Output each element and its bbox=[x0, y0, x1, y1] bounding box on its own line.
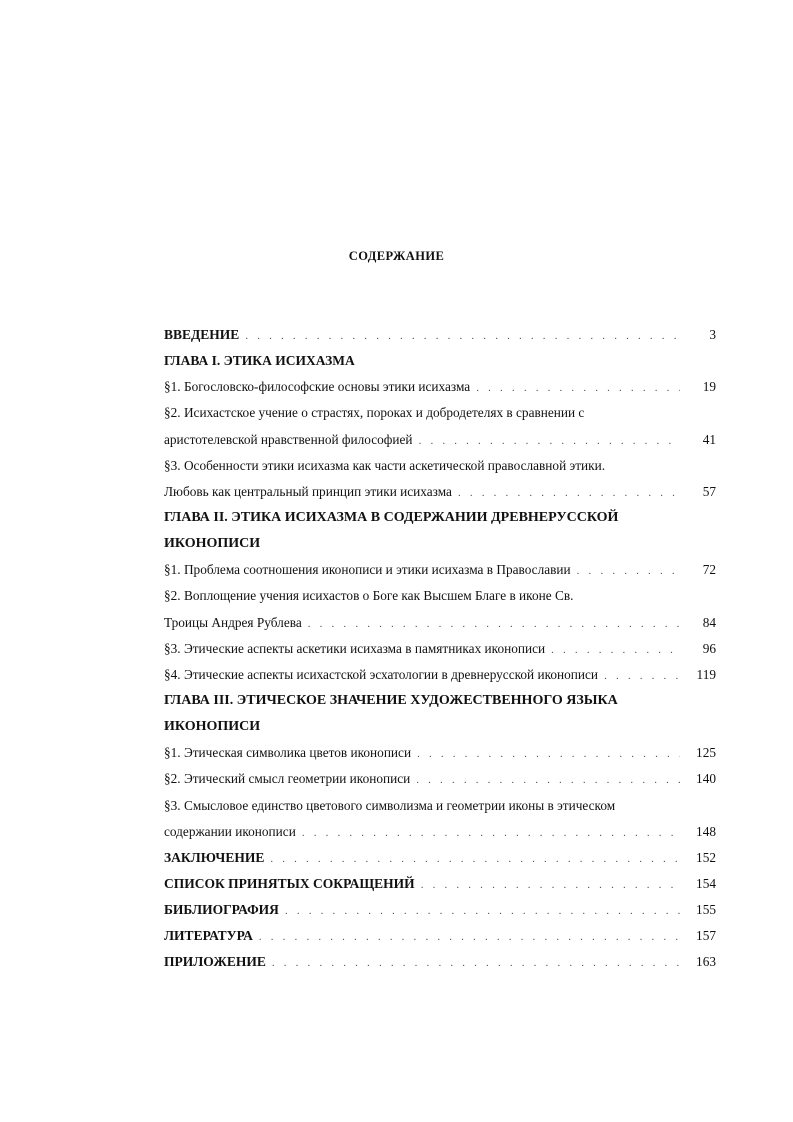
toc-entry-ch2-s4[interactable] bbox=[164, 662, 716, 688]
toc-entry-text: СПИСОК ПРИНЯТЫХ СОКРАЩЕНИЙ bbox=[164, 876, 415, 892]
toc-entry-text: содержании иконописи bbox=[164, 823, 296, 839]
dot-leader bbox=[458, 487, 680, 499]
dot-leader bbox=[421, 879, 680, 891]
toc-entry-bibliography[interactable] bbox=[164, 897, 716, 923]
toc-entry-introduction[interactable] bbox=[164, 322, 716, 348]
dot-leader bbox=[551, 644, 680, 656]
dot-leader bbox=[604, 670, 680, 682]
toc-page-number: 163 bbox=[696, 954, 716, 970]
toc-page-number: 96 bbox=[702, 640, 716, 656]
toc-entry-ch3-s2[interactable] bbox=[164, 766, 716, 792]
toc-entry-text: ПРИЛОЖЕНИЕ bbox=[164, 954, 266, 970]
toc-page-number: 84 bbox=[702, 614, 716, 630]
dot-leader bbox=[285, 905, 680, 917]
toc-entry-text: §3. Этические аспекты аскетики исихазма в памятниках иконописи bbox=[164, 640, 546, 656]
toc-entry-text: БИБЛИОГРАФИЯ bbox=[164, 902, 279, 918]
table-of-contents bbox=[164, 322, 716, 976]
toc-chapter-2-heading-line2[interactable] bbox=[164, 531, 716, 557]
toc-entry-ch1-s3-line1[interactable] bbox=[164, 453, 716, 479]
dot-leader bbox=[419, 435, 680, 447]
toc-page-number: 3 bbox=[709, 327, 716, 343]
toc-chapter-2-heading-line1[interactable] bbox=[164, 505, 716, 531]
toc-entry-literature[interactable] bbox=[164, 923, 716, 949]
toc-entry-text: аристотелевской нравственной философией bbox=[164, 431, 413, 447]
toc-page-number: 41 bbox=[702, 431, 716, 447]
toc-entry-text: §1. Богословско-философские основы этики исихазма bbox=[164, 379, 471, 395]
toc-entry-text: Любовь как центральный принцип этики исихазма bbox=[164, 483, 452, 499]
dot-leader bbox=[417, 748, 680, 760]
toc-page-number: 155 bbox=[696, 902, 716, 918]
toc-chapter-3-heading-line2[interactable] bbox=[164, 714, 716, 740]
toc-page-number: 19 bbox=[702, 379, 716, 395]
toc-entry-ch2-s3[interactable] bbox=[164, 636, 716, 662]
toc-page-number: 154 bbox=[696, 876, 716, 892]
toc-chapter-1-heading[interactable] bbox=[164, 348, 716, 374]
toc-entry-text: ИКОНОПИСИ bbox=[164, 719, 261, 735]
toc-chapter-3-heading-line1[interactable] bbox=[164, 688, 716, 714]
toc-entry-text: §2. Этический смысл геометрии иконописи bbox=[164, 771, 411, 787]
toc-entry-text: §1. Проблема соотношения иконописи и этики исихазма в Православии bbox=[164, 562, 571, 578]
toc-page-number: 72 bbox=[702, 562, 716, 578]
toc-page-number: 119 bbox=[696, 666, 716, 682]
dot-leader bbox=[308, 618, 680, 630]
dot-leader bbox=[416, 774, 680, 786]
toc-entry-text: §2. Исихастское учение о страстях, пороках и добродетелях в сравнении с bbox=[164, 405, 585, 421]
toc-page-number: 152 bbox=[696, 849, 716, 865]
toc-entry-ch3-s3-line1[interactable] bbox=[164, 793, 716, 819]
toc-entry-text: §2. Воплощение учения исихастов о Боге как Высшем Благе в иконе Св. bbox=[164, 588, 574, 604]
toc-entry-conclusion[interactable] bbox=[164, 845, 716, 871]
toc-entry-text: ВВЕДЕНИЕ bbox=[164, 327, 240, 343]
toc-page-number: 148 bbox=[696, 823, 716, 839]
toc-entry-text: Троицы Андрея Рублева bbox=[164, 614, 302, 630]
dot-leader bbox=[270, 853, 680, 865]
toc-entry-ch1-s1[interactable] bbox=[164, 374, 716, 400]
toc-entry-ch2-s1[interactable] bbox=[164, 557, 716, 583]
page-title: СОДЕРЖАНИЕ bbox=[348, 249, 445, 263]
toc-entry-ch1-s2-line1[interactable] bbox=[164, 400, 716, 426]
dot-leader bbox=[272, 957, 680, 969]
toc-entry-ch1-s2-line2[interactable] bbox=[164, 427, 716, 453]
toc-entry-text: ИКОНОПИСИ bbox=[164, 536, 261, 552]
toc-entry-ch3-s3-line2[interactable] bbox=[164, 819, 716, 845]
toc-entry-abbreviations[interactable] bbox=[164, 871, 716, 897]
toc-entry-ch1-s3-line2[interactable] bbox=[164, 479, 716, 505]
toc-entry-appendix[interactable] bbox=[164, 949, 716, 975]
toc-entry-text: §3. Смысловое единство цветового символизма и геометрии иконы в этическом bbox=[164, 797, 616, 813]
toc-entry-ch2-s2-line2[interactable] bbox=[164, 610, 716, 636]
toc-entry-text: ГЛАВА II. ЭТИКА ИСИХАЗМА В СОДЕРЖАНИИ ДРЕВНЕРУССКОЙ bbox=[164, 510, 619, 526]
dot-leader bbox=[476, 382, 680, 394]
dot-leader bbox=[577, 565, 680, 577]
toc-entry-text: §4. Этические аспекты исихастской эсхатологии в древнерусской иконописи bbox=[164, 666, 599, 682]
toc-entry-text: ГЛАВА I. ЭТИКА ИСИХАЗМА bbox=[164, 353, 355, 369]
dot-leader bbox=[245, 330, 680, 342]
toc-entry-ch3-s1[interactable] bbox=[164, 740, 716, 766]
toc-entry-text: §1. Этическая символика цветов иконописи bbox=[164, 745, 412, 761]
toc-page-number: 140 bbox=[696, 771, 716, 787]
toc-page-number: 57 bbox=[702, 483, 716, 499]
dot-leader bbox=[259, 931, 680, 943]
dot-leader bbox=[302, 827, 680, 839]
toc-entry-ch2-s2-line1[interactable] bbox=[164, 583, 716, 609]
toc-page-number: 125 bbox=[696, 745, 716, 761]
toc-entry-text: ГЛАВА III. ЭТИЧЕСКОЕ ЗНАЧЕНИЕ ХУДОЖЕСТВЕННОГО ЯЗЫКА bbox=[164, 693, 618, 709]
toc-entry-text: ЛИТЕРАТУРА bbox=[164, 928, 253, 944]
toc-page-number: 157 bbox=[696, 928, 716, 944]
toc-entry-text: §3. Особенности этики исихазма как части аскетической православной этики. bbox=[164, 457, 606, 473]
toc-entry-text: ЗАКЛЮЧЕНИЕ bbox=[164, 849, 265, 865]
